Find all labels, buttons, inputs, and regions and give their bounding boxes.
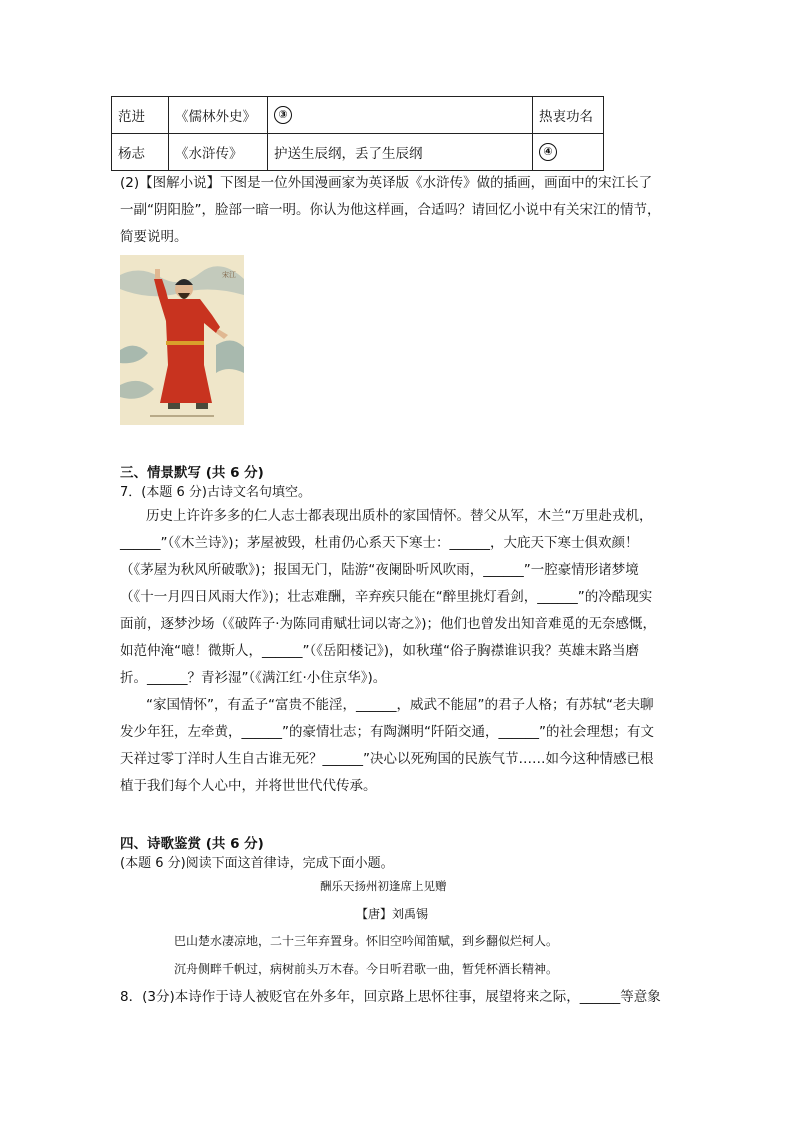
table-row (112, 97, 604, 134)
poem-line-1: 巴山楚水凄凉地，二十三年弃置身。怀旧空吟闻笛赋，到乡翻似烂柯人。 (174, 934, 559, 948)
fill-in-line: 植于我们每个人心中，并将世世代代传承。 (120, 778, 377, 794)
song-jiang-illustration (120, 255, 244, 425)
table-cell-trait-text: 热衷功名 (539, 109, 593, 125)
fill-in-line: 面前，逐梦沙场（《破阵子·为陈同甫赋壮词以寄之》)；他们也曾发出知音难觅的无奈感慨， (120, 616, 657, 632)
fill-in-line: “家国情怀”，有孟子“富贵不能淫，______，威武不能屈”的君子人格；有苏轼“老夫聊 (146, 697, 654, 713)
table-row (112, 134, 604, 171)
fill-in-line: ______”（《木兰诗》)；茅屋被毁，杜甫仍心系天下寒士：______，大庇天下寒士俱欢颜！ (120, 535, 639, 551)
table-cell-event-text: 护送生辰纲，丢了生辰纲 (274, 146, 423, 162)
table-cell-event (268, 97, 533, 134)
table-cell-trait (533, 134, 604, 171)
fill-in-line: 历史上许许多多的仁人志士都表现出质朴的家国情怀。替父从军，木兰“万里赴戎机， (146, 508, 653, 524)
question-2-line-2: 一副“阴阳脸”，脸部一暗一明。你认为他这样画，合适吗？请回忆小说中有关宋江的情节， (120, 202, 661, 218)
fill-in-line: 如范仲淹“噫！微斯人，______”（《岳阳楼记》)，如秋瑾“俗子胸襟谁识我？英雄末路当磨 (120, 643, 639, 659)
question-7-title: 7．(本题 6 分)古诗文名句填空。 (120, 485, 311, 500)
illustration-seal-text: 宋江 (222, 271, 236, 279)
question-8: 8．(3分)本诗作于诗人被贬官在外多年，回京路上思怀往事，展望将来之际，______等意象 (120, 989, 661, 1005)
section-4-intro: (本题 6 分)阅读下面这首律诗，完成下面小题。 (120, 856, 394, 871)
blank-marker-3: ③ (274, 106, 292, 124)
table-cell-name: 杨志 (112, 134, 169, 171)
table-cell-name: 范进 (112, 97, 169, 134)
table-cell-book: 《水浒传》 (169, 134, 268, 171)
blank-marker-4: ④ (539, 143, 557, 161)
poem-author: 【唐】刘禹锡 (356, 907, 429, 921)
fill-in-line: 折。______？青衫湿”（《满江红·小住京华》)。 (120, 670, 387, 686)
section-3-heading: 三、情景默写 (共 6 分) (120, 465, 264, 481)
table-cell-book: 《儒林外史》 (169, 97, 268, 134)
table-cell-trait (533, 97, 604, 134)
poem-line-2: 沉舟侧畔千帆过，病树前头万木春。今日听君歌一曲，暂凭杯酒长精神。 (174, 962, 559, 976)
section-4-heading: 四、诗歌鉴赏 (共 6 分) (120, 836, 264, 852)
info-table (111, 96, 604, 171)
table-cell-event (268, 134, 533, 171)
poem-title: 酬乐天扬州初逢席上见赠 (320, 879, 447, 893)
question-2-line-1: (2)【图解小说】下图是一位外国漫画家为英译版《水浒传》做的插画，画面中的宋江长了 (120, 175, 653, 191)
fill-in-line: （《十一月四日风雨大作》)；壮志难酬，辛弃疾只能在“醉里挑灯看剑，______”的冷酷现实 (120, 589, 653, 605)
fill-in-line: 天祥过零丁洋时人生自古谁无死？______”决心以死殉国的民族气节……如今这种情感已根 (120, 751, 654, 767)
fill-in-line: （《茅屋为秋风所破歌》)；报国无门，陆游“夜阑卧听风吹雨，______”一腔豪情形诸梦境 (120, 562, 639, 578)
question-2-line-3: 简要说明。 (120, 229, 188, 245)
fill-in-line: 发少年狂，左牵黄，______”的豪情壮志；有陶渊明“阡陌交通，______”的社会理想；有文 (120, 724, 654, 740)
